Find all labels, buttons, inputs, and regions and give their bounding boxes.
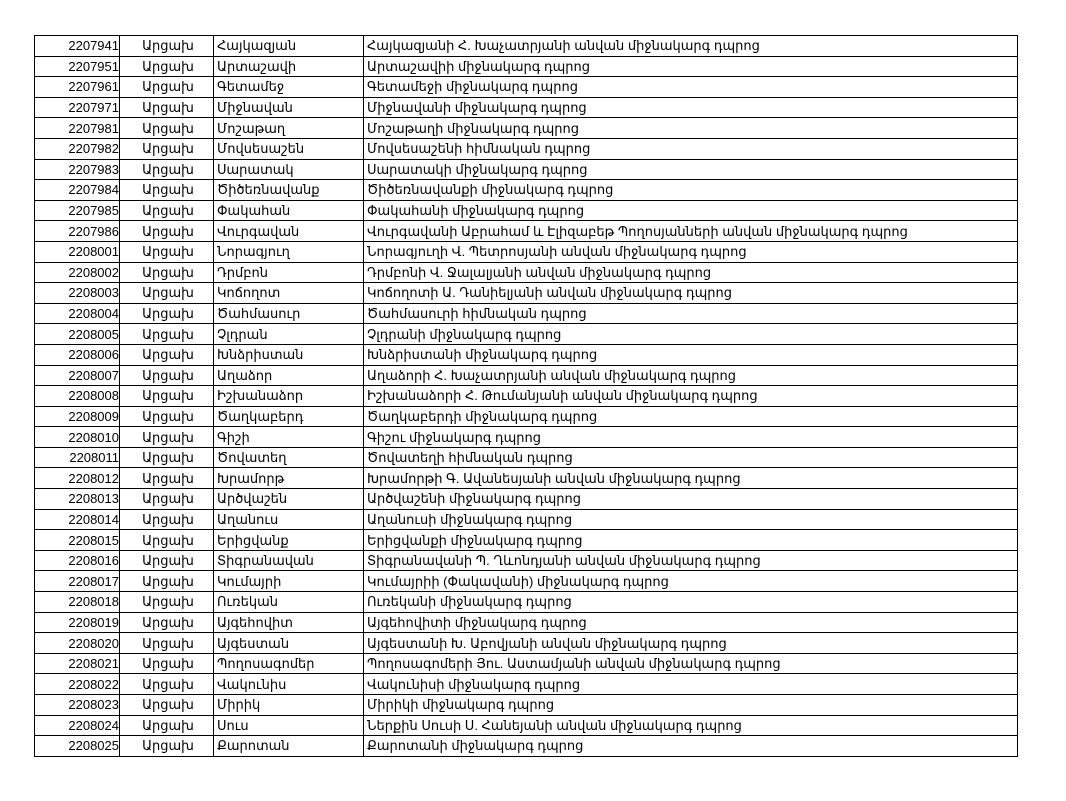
school-code-cell: 2208013 (35, 489, 120, 510)
village-cell: Ծիծեռնավանք (214, 180, 364, 201)
region-cell: Արցախ (120, 592, 214, 613)
village-cell: Ծաղկաբերդ (214, 406, 364, 427)
school-name-cell: Փակահանի միջնակարգ դպրոց (364, 200, 1018, 221)
table-row (35, 56, 1018, 77)
table-row (35, 118, 1018, 139)
village-cell: Իշխանաձոր (214, 386, 364, 407)
region-cell: Արցախ (120, 612, 214, 633)
table-row (35, 653, 1018, 674)
region-cell: Արցախ (120, 262, 214, 283)
school-name-cell: Գիշու միջնակարգ դպրոց (364, 427, 1018, 448)
school-name-cell: Խրամորթի Գ. Ավանեսյանի անվան միջնակարգ դպրոց (364, 468, 1018, 489)
table-row (35, 303, 1018, 324)
region-cell: Արցախ (120, 509, 214, 530)
schools-table (34, 35, 1018, 757)
region-cell: Արցախ (120, 550, 214, 571)
school-code-cell: 2208009 (35, 406, 120, 427)
village-cell: Աղաձոր (214, 365, 364, 386)
region-cell: Արցախ (120, 715, 214, 736)
village-cell: Փակահան (214, 200, 364, 221)
region-cell: Արցախ (120, 221, 214, 242)
school-code-cell: 2207971 (35, 97, 120, 118)
village-cell: Վուրգավան (214, 221, 364, 242)
school-name-cell: Հայկազյանի Հ. Խաչատրյանի անվան միջնակարգ դպրոց (364, 36, 1018, 57)
school-name-cell: Քարոտանի միջնակարգ դպրոց (364, 736, 1018, 757)
region-cell: Արցախ (120, 200, 214, 221)
table-row (35, 283, 1018, 304)
table-row (35, 200, 1018, 221)
table-row (35, 241, 1018, 262)
region-cell: Արցախ (120, 138, 214, 159)
school-code-cell: 2208003 (35, 283, 120, 304)
school-name-cell: Ծովատեղի հիմնական դպրոց (364, 447, 1018, 468)
school-code-cell: 2208007 (35, 365, 120, 386)
region-cell: Արցախ (120, 303, 214, 324)
village-cell: Արտաշավի (214, 56, 364, 77)
table-row (35, 530, 1018, 551)
table-row (35, 159, 1018, 180)
region-cell: Արցախ (120, 344, 214, 365)
village-cell: Երիցվանք (214, 530, 364, 551)
region-cell: Արցախ (120, 653, 214, 674)
region-cell: Արցախ (120, 36, 214, 57)
school-name-cell: Ծիծեռնավանքի միջնակարգ դպրոց (364, 180, 1018, 201)
table-row (35, 427, 1018, 448)
school-name-cell: Սարատակի միջնակարգ դպրոց (364, 159, 1018, 180)
table-row (35, 715, 1018, 736)
region-cell: Արցախ (120, 386, 214, 407)
table-row (35, 344, 1018, 365)
region-cell: Արցախ (120, 406, 214, 427)
school-name-cell: Վուրգավանի Աբրահամ և Էլիզաբեթ Պողոսյանների անվան միջնակարգ դպրոց (364, 221, 1018, 242)
village-cell: Կոճողոտ (214, 283, 364, 304)
table-row (35, 489, 1018, 510)
school-name-cell: Ծաղկաբերդի միջնակարգ դպրոց (364, 406, 1018, 427)
region-cell: Արցախ (120, 56, 214, 77)
school-name-cell: Պողոսագոմերի Յու. Աստամյանի անվան միջնակարգ դպրոց (364, 653, 1018, 674)
school-code-cell: 2208011 (35, 447, 120, 468)
school-code-cell: 2208018 (35, 592, 120, 613)
region-cell: Արցախ (120, 530, 214, 551)
table-row (35, 736, 1018, 757)
village-cell: Միրիկ (214, 695, 364, 716)
school-name-cell: Վակունիսի միջնակարգ դպրոց (364, 674, 1018, 695)
village-cell: Աղանուս (214, 509, 364, 530)
school-name-cell: Կոճողոտի Ա. Դանիելյանի անվան միջնակարգ դպրոց (364, 283, 1018, 304)
table-row (35, 97, 1018, 118)
school-code-cell: 2208022 (35, 674, 120, 695)
region-cell: Արցախ (120, 324, 214, 345)
table-row (35, 365, 1018, 386)
region-cell: Արցախ (120, 447, 214, 468)
region-cell: Արցախ (120, 468, 214, 489)
school-name-cell: Միջնավանի միջնակարգ դպրոց (364, 97, 1018, 118)
region-cell: Արցախ (120, 241, 214, 262)
school-code-cell: 2208005 (35, 324, 120, 345)
region-cell: Արցախ (120, 571, 214, 592)
school-code-cell: 2208014 (35, 509, 120, 530)
village-cell: Մովսեսաշեն (214, 138, 364, 159)
village-cell: Սարատակ (214, 159, 364, 180)
school-code-cell: 2207983 (35, 159, 120, 180)
village-cell: Կումայրի (214, 571, 364, 592)
school-name-cell: Այգեստանի Խ. Աբովյանի անվան միջնակարգ դպրոց (364, 633, 1018, 654)
village-cell: Ծահմասուր (214, 303, 364, 324)
school-name-cell: Աղանուսի միջնակարգ դպրոց (364, 509, 1018, 530)
table-row (35, 674, 1018, 695)
school-code-cell: 2208016 (35, 550, 120, 571)
school-code-cell: 2207981 (35, 118, 120, 139)
table-row (35, 36, 1018, 57)
table-row (35, 262, 1018, 283)
region-cell: Արցախ (120, 180, 214, 201)
school-code-cell: 2208002 (35, 262, 120, 283)
table-row (35, 324, 1018, 345)
school-code-cell: 2208010 (35, 427, 120, 448)
region-cell: Արցախ (120, 695, 214, 716)
school-code-cell: 2208008 (35, 386, 120, 407)
school-code-cell: 2208012 (35, 468, 120, 489)
school-code-cell: 2207951 (35, 56, 120, 77)
school-code-cell: 2208025 (35, 736, 120, 757)
table-row (35, 77, 1018, 98)
table-row (35, 592, 1018, 613)
region-cell: Արցախ (120, 118, 214, 139)
school-name-cell: Խնձրիստանի միջնակարգ դպրոց (364, 344, 1018, 365)
school-name-cell: Նորագյուղի Վ. Պետրոսյանի անվան միջնակարգ դպրոց (364, 241, 1018, 262)
table-row (35, 550, 1018, 571)
table-body (35, 36, 1018, 757)
table-row (35, 406, 1018, 427)
table-row (35, 509, 1018, 530)
region-cell: Արցախ (120, 674, 214, 695)
region-cell: Արցախ (120, 159, 214, 180)
school-name-cell: Ծահմասուրի հիմնական դպրոց (364, 303, 1018, 324)
school-code-cell: 2208006 (35, 344, 120, 365)
village-cell: Սուս (214, 715, 364, 736)
table-row (35, 221, 1018, 242)
village-cell: Արծվաշեն (214, 489, 364, 510)
school-code-cell: 2208015 (35, 530, 120, 551)
table-row (35, 447, 1018, 468)
table-row (35, 571, 1018, 592)
village-cell: Վակունիս (214, 674, 364, 695)
school-name-cell: Ներքին Սուսի Ս. Հանեյանի անվան միջնակարգ դպրոց (364, 715, 1018, 736)
region-cell: Արցախ (120, 97, 214, 118)
village-cell: Խնձրիստան (214, 344, 364, 365)
region-cell: Արցախ (120, 427, 214, 448)
school-name-cell: Աղաձորի Հ. Խաչատրյանի անվան միջնակարգ դպրոց (364, 365, 1018, 386)
school-code-cell: 2208001 (35, 241, 120, 262)
school-code-cell: 2207941 (35, 36, 120, 57)
region-cell: Արցախ (120, 633, 214, 654)
school-code-cell: 2207982 (35, 138, 120, 159)
table-row (35, 633, 1018, 654)
village-cell: Մոշաթաղ (214, 118, 364, 139)
school-name-cell: Մոշաթաղի միջնակարգ դպրոց (364, 118, 1018, 139)
school-code-cell: 2208021 (35, 653, 120, 674)
village-cell: Այգեստան (214, 633, 364, 654)
region-cell: Արցախ (120, 736, 214, 757)
school-name-cell: Տիգրանավանի Պ. Ղևոնդյանի անվան միջնակարգ դպրոց (364, 550, 1018, 571)
school-name-cell: Այգեհովիտի միջնակարգ դպրոց (364, 612, 1018, 633)
school-name-cell: Երիցվանքի միջնակարգ դպրոց (364, 530, 1018, 551)
village-cell: Գետամեջ (214, 77, 364, 98)
school-name-cell: Գետամեջի միջնակարգ դպրոց (364, 77, 1018, 98)
village-cell: Միջնավան (214, 97, 364, 118)
village-cell: Նորագյուղ (214, 241, 364, 262)
table-row (35, 612, 1018, 633)
school-name-cell: Չլդրանի միջնակարգ դպրոց (364, 324, 1018, 345)
village-cell: Քարոտան (214, 736, 364, 757)
region-cell: Արցախ (120, 77, 214, 98)
region-cell: Արցախ (120, 283, 214, 304)
school-name-cell: Իշխանաձորի Հ. Թումանյանի անվան միջնակարգ դպրոց (364, 386, 1018, 407)
region-cell: Արցախ (120, 489, 214, 510)
school-name-cell: Արտաշավիի միջնակարգ դպրոց (364, 56, 1018, 77)
village-cell: Դրմբոն (214, 262, 364, 283)
table-row (35, 138, 1018, 159)
school-name-cell: Մովսեսաշենի հիմնական դպրոց (364, 138, 1018, 159)
table-row (35, 468, 1018, 489)
village-cell: Տիգրանավան (214, 550, 364, 571)
school-name-cell: Ուռեկանի միջնակարգ դպրոց (364, 592, 1018, 613)
village-cell: Չլդրան (214, 324, 364, 345)
school-name-cell: Արծվաշենի միջնակարգ դպրոց (364, 489, 1018, 510)
village-cell: Ծովատեղ (214, 447, 364, 468)
village-cell: Խրամորթ (214, 468, 364, 489)
school-code-cell: 2208024 (35, 715, 120, 736)
school-name-cell: Միրիկի միջնակարգ դպրոց (364, 695, 1018, 716)
school-code-cell: 2208020 (35, 633, 120, 654)
school-code-cell: 2208004 (35, 303, 120, 324)
school-code-cell: 2208017 (35, 571, 120, 592)
school-name-cell: Կումայրիի (Փակավանի) միջնակարգ դպրոց (364, 571, 1018, 592)
region-cell: Արցախ (120, 365, 214, 386)
table-row (35, 386, 1018, 407)
school-name-cell: Դրմբոնի Վ. Ջալալյանի անվան միջնակարգ դպրոց (364, 262, 1018, 283)
school-code-cell: 2208023 (35, 695, 120, 716)
school-code-cell: 2207961 (35, 77, 120, 98)
village-cell: Պողոսագոմեր (214, 653, 364, 674)
village-cell: Գիշի (214, 427, 364, 448)
school-code-cell: 2207985 (35, 200, 120, 221)
table-row (35, 180, 1018, 201)
school-code-cell: 2207986 (35, 221, 120, 242)
school-code-cell: 2208019 (35, 612, 120, 633)
village-cell: Ուռեկան (214, 592, 364, 613)
table-row (35, 695, 1018, 716)
village-cell: Այգեհովիտ (214, 612, 364, 633)
village-cell: Հայկազյան (214, 36, 364, 57)
school-code-cell: 2207984 (35, 180, 120, 201)
